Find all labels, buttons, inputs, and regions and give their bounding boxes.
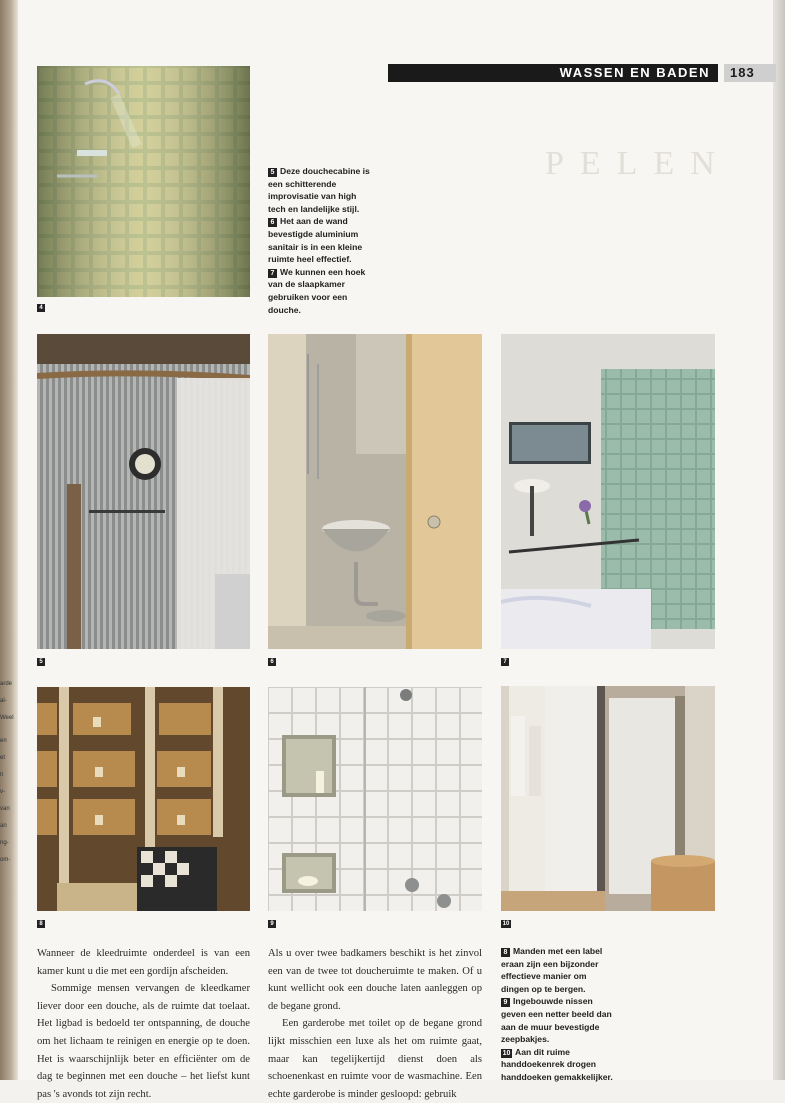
- photo-basket-shelves: [37, 687, 250, 911]
- photo-number-10: 10: [502, 921, 510, 927]
- margin-fragment: van: [0, 806, 10, 812]
- margin-fragment: v-: [0, 789, 5, 795]
- body-column-1: [37, 945, 250, 1103]
- caption-group-bottom: [501, 945, 613, 1084]
- photo-corrugated-shower: [37, 334, 250, 649]
- page-edge: [773, 0, 785, 1080]
- caption-group-top: [268, 165, 376, 316]
- photo-stainless-sink: [268, 334, 482, 649]
- book-spine: [0, 0, 18, 1080]
- margin-fragment: Weel: [0, 715, 14, 721]
- margin-fragment: en: [0, 738, 7, 744]
- photo-number-4-tag: 4: [37, 304, 45, 312]
- caption-9: 9 Ingebouwde nissen geven een netter beeld dan aan de muur bevestigde zeepbakjes.: [501, 996, 612, 1045]
- photo-tiled-niches: [268, 687, 482, 911]
- margin-fragment: ng-: [0, 840, 9, 846]
- margin-fragment: arde: [0, 681, 13, 687]
- photo-number-5: 5: [37, 658, 45, 666]
- margin-fragment: et: [0, 755, 6, 761]
- photo-number-8: 8: [37, 920, 45, 928]
- photo-number-7: 7: [501, 658, 509, 666]
- caption-6: 6 Het aan de wand bevestigde aluminium sanitair is in een kleine ruimte heel effectief.: [268, 216, 363, 265]
- body-paragraph: Een garderobe met toilet op de begane grond lijkt misschien een luxe als het om ruimte gaat, maar kan tegelijkertijd dienst doen als schoenenkast en ruimte voor de wasmachine. Een echte garderobe is minder gesloopd: gebruik: [268, 1018, 482, 1100]
- caption-10: 10 Aan dit ruime handdoekenrek drogen handdoeken gemakkelijker.: [501, 1046, 613, 1082]
- photo-glass-block-shower: [37, 66, 250, 297]
- body-paragraph: Wanneer de kleedruimte onderdeel is van een kamer kunt u die met een gordijn afscheiden.: [37, 948, 250, 977]
- caption-8: 8 Manden met een label eraan zijn een bijzonder effectieve manier om dingen op te bergen.: [501, 946, 603, 994]
- left-margin-text: [0, 680, 18, 873]
- body-column-2: [268, 945, 482, 1103]
- body-paragraph: Sommige mensen vervangen de kleedkamer liever door een douche, als de ruimte dat toelaat. Het ligbad is bedoeld ter ontspanning, de douche om het lichaam te reinigen en energie op te doen. Het is waarschijnlijk beter en efficiënter om de dag te beginnen met een douche – het liefst kunt pas 's avonds tot zijn recht.: [37, 983, 250, 1100]
- photo-bedroom-shower: [501, 334, 715, 649]
- section-header-bar: [388, 64, 718, 82]
- margin-fragment: n: [0, 772, 4, 778]
- margin-fragment: om-: [0, 857, 11, 863]
- caption-7: 7 We kunnen een hoek van de slaapkamer gebruiken voor een douche.: [268, 266, 366, 315]
- margin-fragment: al-: [0, 698, 7, 704]
- photo-number-6: 6: [268, 658, 276, 666]
- ghost-heading: PELEN: [545, 145, 731, 182]
- margin-fragment: an: [0, 823, 7, 829]
- photo-number-9: 9: [268, 920, 276, 928]
- caption-5: 5 Deze douchecabine is een schitterende improvisatie van high tech en landelijke stijl.: [268, 166, 370, 214]
- body-paragraph: Als u over twee badkamers beschikt is het zinvol een van de twee tot doucheruimte te maken. Of u kunt wellicht ook een douche laten aanleggen op de begane grond.: [268, 948, 482, 1012]
- photo-towel-rack: [501, 686, 715, 911]
- section-title: WASSEN EN BADEN: [559, 65, 710, 80]
- page-number: 183: [724, 64, 776, 82]
